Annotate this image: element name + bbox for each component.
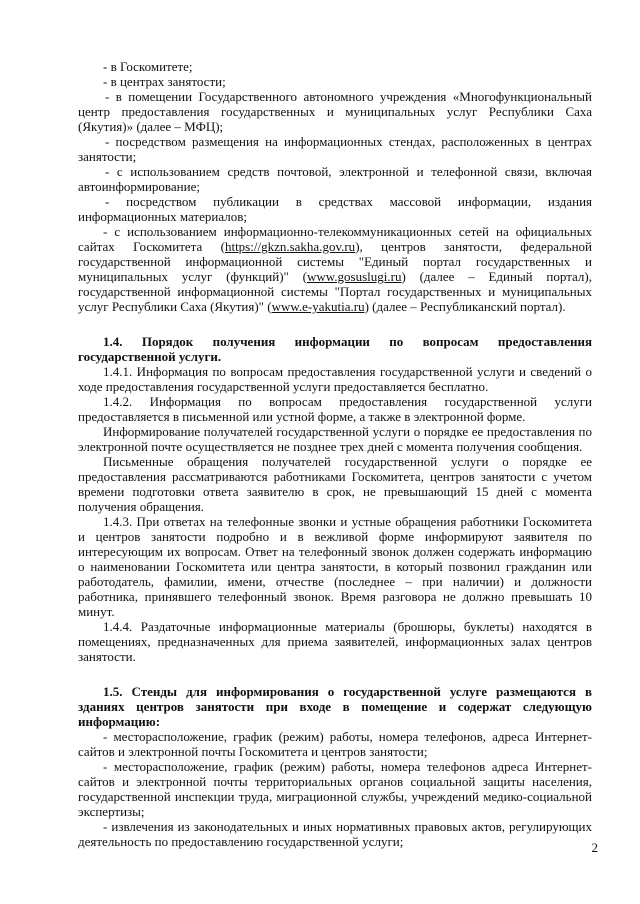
list-item: - в помещении Государственного автономного учреждения «Многофункциональный центр предоставления государственных и муниципальных услуг Республики Саха (Якутия)» (далее – МФЦ); xyxy=(78,89,592,134)
page-number: 2 xyxy=(591,840,598,855)
text-segment: ) (далее – Республиканский портал). xyxy=(364,299,566,314)
document-page xyxy=(78,59,592,849)
list-item-internet xyxy=(78,224,592,314)
paragraph: Письменные обращения получателей государственной услуги о порядке ее предоставления рассматриваются работниками Госкомитета, центров занятости с учетом времени подготовки ответа заявителю в срок, не превышающий 15 дней с момента получения обращения. xyxy=(78,454,592,514)
list-item: - месторасположение, график (режим) работы, номера телефонов адреса Интернет-сайтов и электронной почты территориальных органов социальной защиты населения, государственной инспекции труда, миграционной службы, учреждений медико-социальной экспертизы; xyxy=(78,759,592,819)
paragraph: Информирование получателей государственной услуги о порядке ее предоставления по электронной почте осуществляется не позднее трех дней с момента получения сообщения. xyxy=(78,424,592,454)
text-segment: - с использованием информационно-телекоммуникационных сетей на официальных сайтах Госкомитета ( xyxy=(78,224,592,254)
list-item: - посредством размещения на информационных стендах, расположенных в центрах занятости; xyxy=(78,134,592,164)
list-item: - посредством публикации в средствах массовой информации, издания информационных материалов; xyxy=(78,194,592,224)
text-segment: ), центров занятости, федеральной государственной информационной системы "Единый портал государственных и муниципальных услуг (функций)" ( xyxy=(78,239,592,284)
paragraph: 1.4.3. При ответах на телефонные звонки и устные обращения работники Госкомитета и центров занятости подробно и в вежливой форме информируют заявителя по интересующим их вопросам. Ответ на телефонный звонок должен содержать информацию о наименовании Госкомитета или центра занятости, в который позвонил гражданин или работодатель, фамилии, имени, отчестве (последнее – при наличии) и должности работника, принявшего телефонный звонок. Время разговора не должно превышать 10 минут. xyxy=(78,514,592,619)
list-item: - с использованием средств почтовой, электронной и телефонной связи, включая автоинформирование; xyxy=(78,164,592,194)
paragraph: 1.4.1. Информация по вопросам предоставления государственной услуги и сведений о ходе предоставления государственной услуги предоставляется бесплатно. xyxy=(78,364,592,394)
gosuslugi-link[interactable]: www.gosuslugi.ru xyxy=(306,269,402,284)
list-item: - извлечения из законодательных и иных нормативных правовых актов, регулирующих деятельность по предоставлению государственной услуги; xyxy=(78,819,592,849)
text-segment: ) (далее – Единый портал), государственной информационной системы "Портал государственных и муниципальных услуг Республики Саха (Якутия)" ( xyxy=(78,269,592,314)
list-item: - в центрах занятости; xyxy=(103,74,226,89)
e-yakutia-link[interactable]: www.e-yakutia.ru xyxy=(271,299,365,314)
section-heading-1-4: 1.4. Порядок получения информации по вопросам предоставления государственной услуги. xyxy=(78,334,592,364)
gkzn-link[interactable]: https://gkzn.sakha.gov.ru xyxy=(224,239,356,254)
list-item: - в Госкомитете; xyxy=(103,59,193,74)
paragraph: 1.4.2. Информация по вопросам предоставления государственной услуги предоставляется в письменной или устной форме, а также в электронной форме. xyxy=(78,394,592,424)
list-item: - месторасположение, график (режим) работы, номера телефонов, адреса Интернет-сайтов и электронной почты Госкомитета и центров занятости; xyxy=(78,729,592,759)
paragraph: 1.4.4. Раздаточные информационные материалы (брошюры, буклеты) находятся в помещениях, предназначенных для приема заявителей, информационных залах центров занятости. xyxy=(78,619,592,664)
section-heading-1-5: 1.5. Стенды для информирования о государственной услуге размещаются в зданиях центров занятости при входе в помещение и содержат следующую информацию: xyxy=(78,684,592,729)
